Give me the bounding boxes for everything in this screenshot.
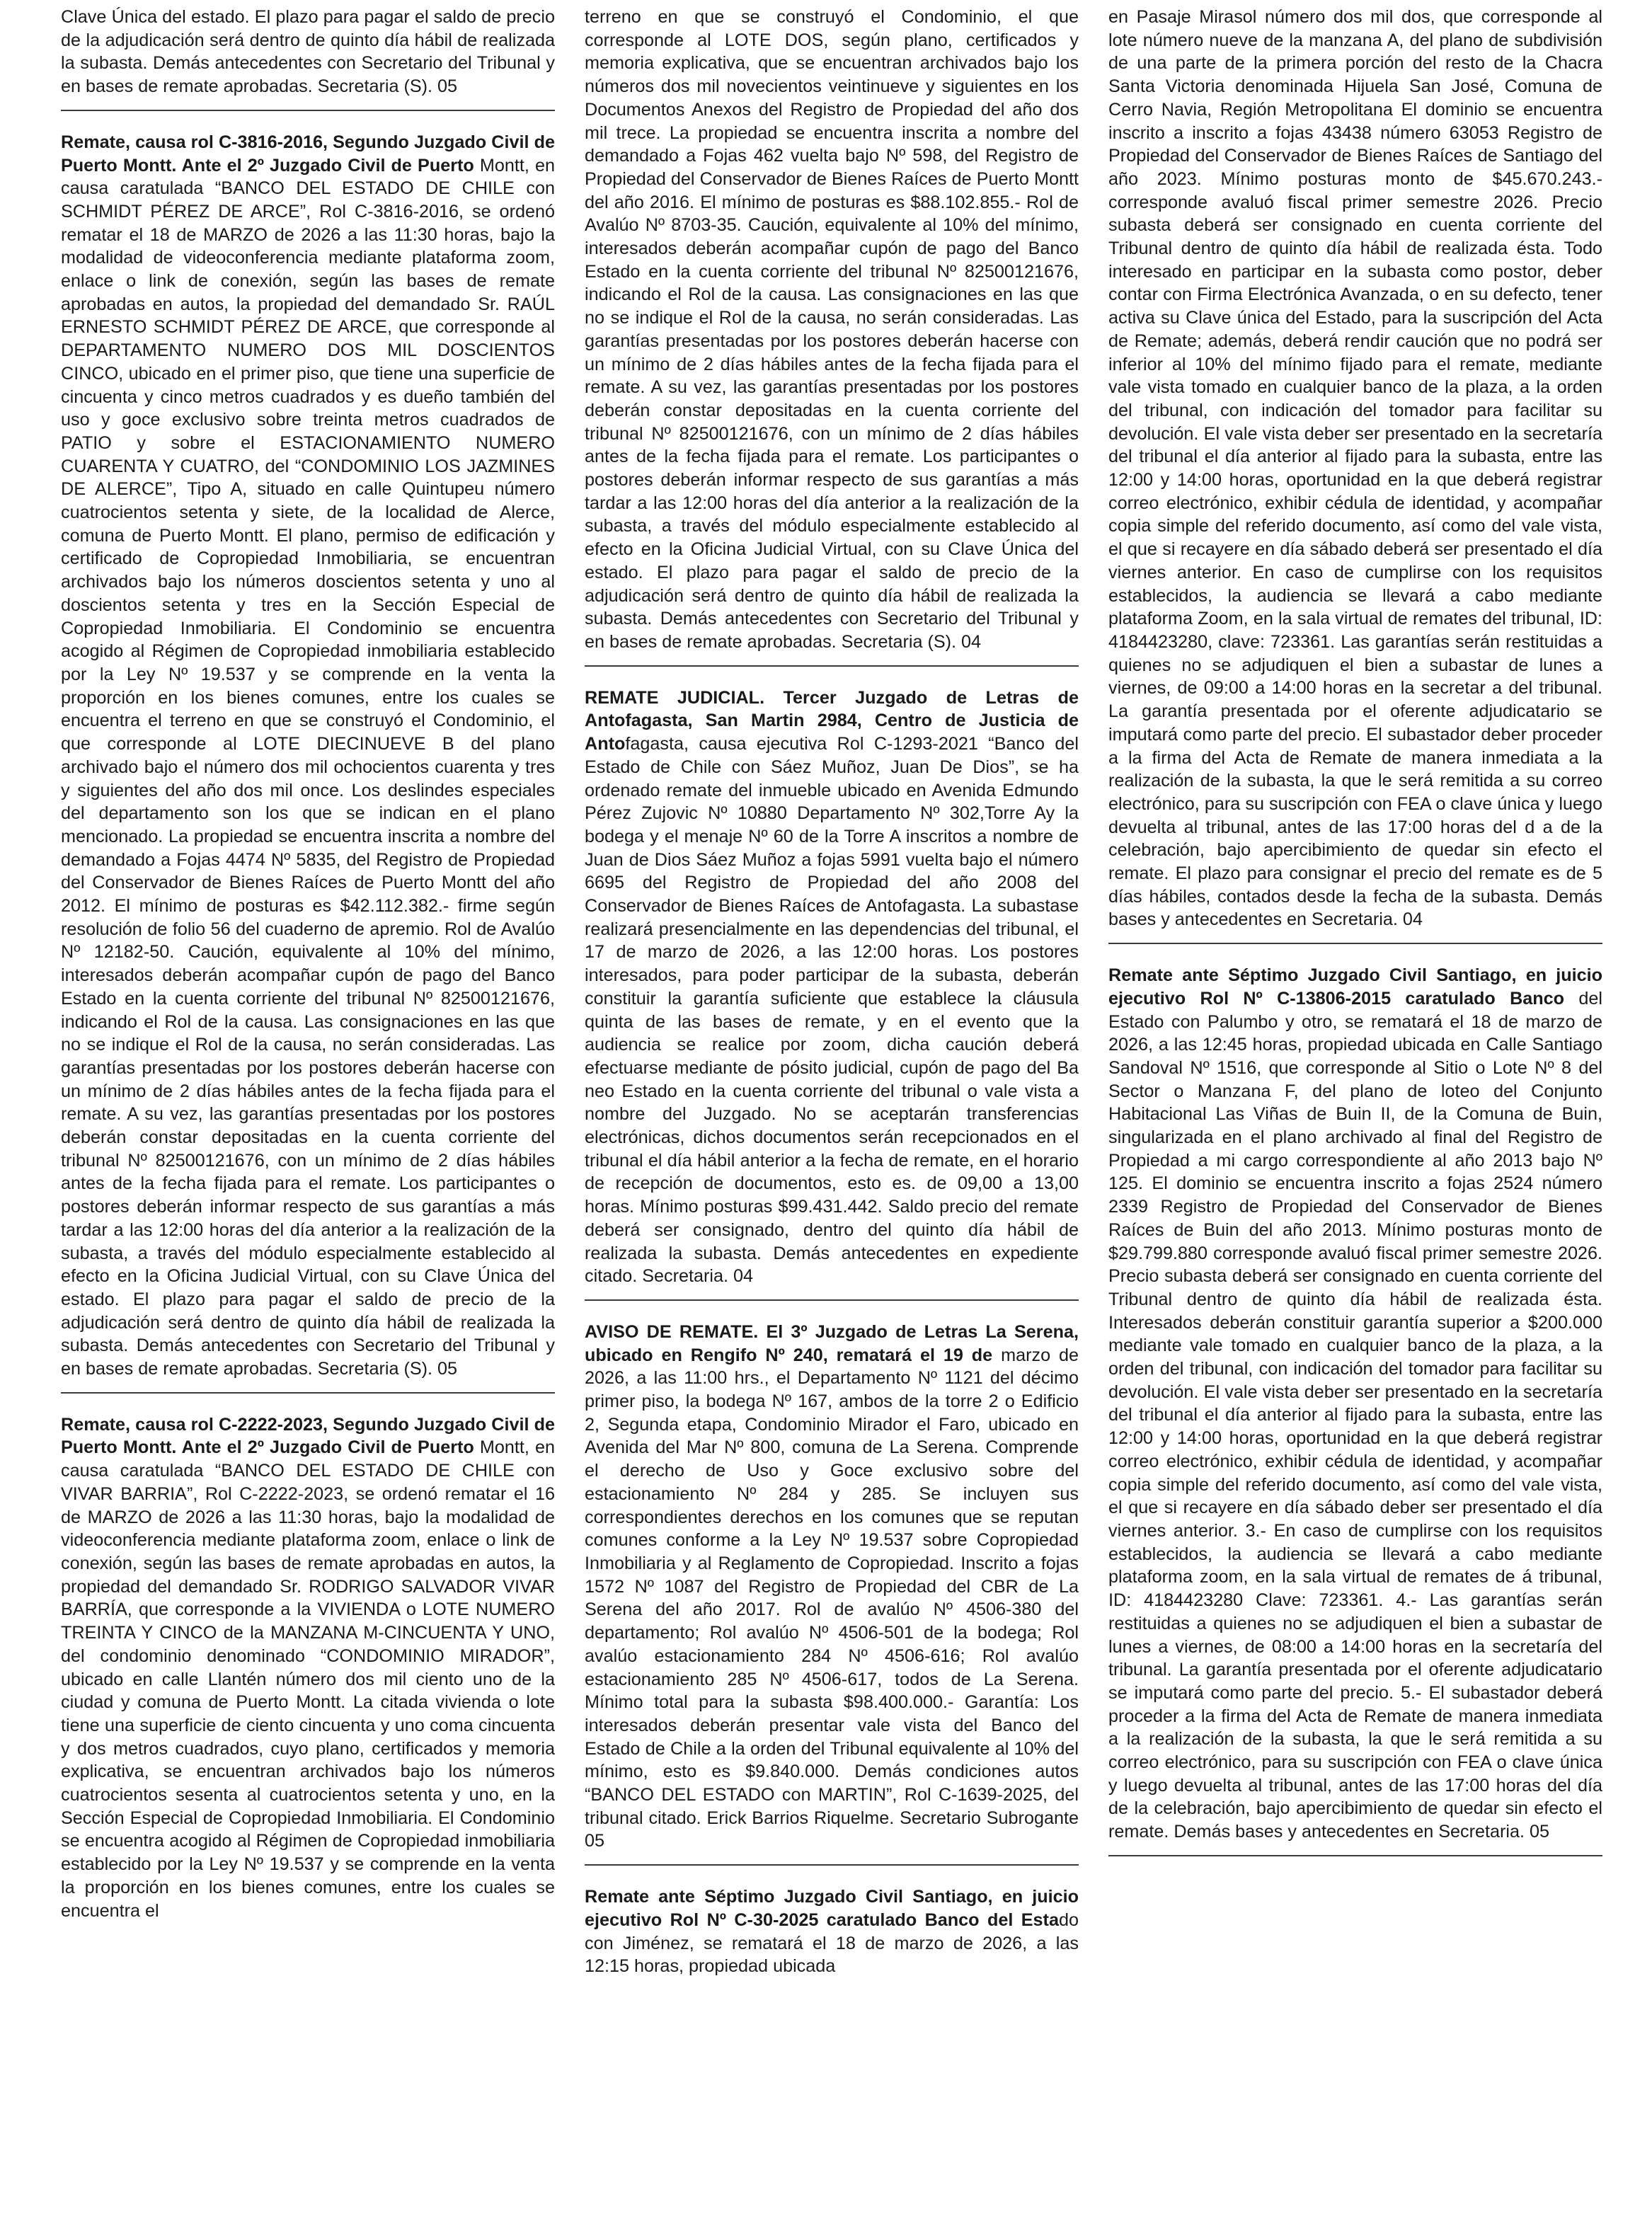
notice-body: fagasta, causa ejecutiva Rol C-1293-2021 “Banco del Estado de Chile con Sáez Muñoz, Juan De Dios”, se ha ordenado remate del inmueble ubicado en Avenida Edmundo Pérez Zujovic Nº 10880 Departamento Nº 302,Torre Ay la bodega y el menaje Nº 60 de la Torre A inscritos a nombre de Juan de Dios Sáez Muñoz a fojas 5991 vuelta bajo el número 6695 del Registro de Propiedad del año 2008 del Conservador de Bienes Raíces de Antofagasta. La subastase realizará presencialmente en las dependencias del tribunal, el 17 de marzo de 2026, a las 12:00 horas. Los postores interesados, para poder participar de la subasta, deberán constituir la garantía suficiente que establece la cláusula quinta de las bases de remate, y en el evento que la audiencia se realice por zoom, dicha caución deberá efectuarse mediante de pósito judicial, cupón de pago del Ba neo Estado en la cuenta corriente del tribunal o vale vista a nombre del Juzgado. No se aceptarán transferencias electrónicas, dichos documentos serán recepcionados en el tribunal el día hábil anterior a la fecha de remate, en el horario de recepción de documentos, esto es. de 09,00 a 13,00 horas. Mínimo posturas $99.431.442. Saldo precio del remate deberá ser consignado, dentro del quinto día hábil de realizada la subasta. Demás antecedentes en expediente citado. Secretaria. 04 xyxy=(585,734,1079,1287)
notice-remate-c13806-2015 xyxy=(1108,955,1602,1851)
notice-remate-c2222-2023 xyxy=(61,1405,555,1929)
notice-heading: AVISO DE REMATE. El 3º Juzgado de Letras La Serena, ubicado en Rengifo Nº 240, rematará el 19 de xyxy=(585,1321,1079,1365)
notice-body: del Estado con Palumbo y otro, se rematará el 18 de marzo de 2026, a las 12:45 horas, propiedad ubicada en Calle Santiago Sandoval Nº 1516, que corresponde al Sitio o Lote Nº 8 del Sector o Manzana F, del plano de loteo del Conjunto Habitacional Las Viñas de Buin II, de la Comuna de Buin, singularizada en el plano archivado al final del Registro de Propiedad a mi cargo correspondiente al año 2013 bajo Nº 125. El dominio se encuentra inscrito a fojas 2524 número 2339 Registro de Propiedad del Conservador de Bienes Raíces de Buin del año 2013. Mínimo posturas monto de $29.799.880 corresponde avaluó fiscal primer semestre 2026. Precio subasta deberá ser consignado en cuenta corriente del Tribunal dentro de quinto día hábil de realizada ésta. Interesados deberán constituir garantía superior a $200.000 mediante vale tomado en cualquier banco de la plaza, a la orden del tribunal, con indicación del tomador para facilitar su devolución. El vale vista deber ser presentado en la secretaría del tribunal el día anterior al fijado para la subasta, entre las 12:00 y 14:00 horas, oportunidad en la que deberá registrar correo electrónico, exhibir cédula de identidad, y acompañar copia simple del referido documento, así como del vale vista, el que si recayere en día sábado deber ser presentado el día viernes anterior. 3.- En caso de cumplirse con los requisitos establecidos, la audiencia se llevará a cabo mediante plataforma zoom, en la sala virtual de remates de á tribunal, ID: 4184423280 Clave: 723361. 4.- Las garantías serán restituidas a quienes no se adjudiquen el bien a subastar de lunes a viernes, de 08:00 a 14:00 horas en la secretaría del tribunal. La garantía presentada por el oferente adjudicatario se imputará como parte del precio. 5.- El subastador deberá proceder a la firma del Acta de Remate de manera inmediata a la realización de la subasta, la que le será remitida a su correo electrónico, para su suscripción con FEA o clave única y luego devuelta al tribunal, antes de las 17:00 horas del día de la celebración, bajo apercibimiento de quedar sin efecto el remate. Demás bases y antecedentes en Secretaria. 05 xyxy=(1108,988,1602,1842)
notice-body: Clave Única del estado. El plazo para pagar el saldo de precio de la adjudicación será dentro de quinto día hábil de realizada la subasta. Demás antecedentes con Secretario del Tribunal y en bases de remate aprobadas. Secretaria (S). 05 xyxy=(61,7,555,97)
notice-remate-judicial-antofagasta xyxy=(585,678,1079,1295)
notice-divider xyxy=(585,665,1079,667)
notice-body: marzo de 2026, a las 11:00 hrs., el Departamento Nº 1121 del décimo primer piso, la bodega Nº 167, ambos de la torre 2 o Edificio 2, Segunda etapa, Condominio Mirador el Faro, ubicado en Avenida del Mar Nº 800, comuna de La Serena. Comprende el derecho de Uso y Goce exclusivo sobre del estacionamiento Nº 284 y 285. Se incluyen sus correspondientes derechos en los comunes que se reputan comunes conforme a la Ley Nº 19.537 sobre Copropiedad Inmobiliaria y al Reglamento de Copropiedad. Inscrito a fojas 1572 Nº 1087 del Registro de Propiedad del CBR de La Serena del año 2017. Rol de avalúo Nº 4506-380 del departamento; Rol avalúo Nº 4506-501 de la bodega; Rol avalúo estacionamiento 284 Nº 4506-616; Rol avalúo estacionamiento 285 Nº 4506-617, todos de La Serena. Mínimo total para la subasta $98.400.000.- Garantía: Los interesados deberán presentar vale vista del Banco del Estado de Chile a la orden del Tribunal equivalente al 10% del mínimo, esto es $9.840.000. Demás condiciones autos “BANCO DEL ESTADO con MARTIN”, Rol C-1639-2025, del tribunal citado. Erick Barrios Riquelme. Secretario Subrogante 05 xyxy=(585,1345,1079,1851)
notice-body: terreno en que se construyó el Condominio, el que corresponde al LOTE DOS, según plano, certificados y memoria explicativa, que se encuentran archivados bajo los números dos mil novecientos veintinueve y siguientes en los Documentos Anexos del Registro de Propiedad del año dos mil trece. La propiedad se encuentra inscrita a nombre del demandado a Fojas 462 vuelta bajo Nº 598, del Registro de Propiedad del Conservador de Bienes Raíces de Puerto Montt del año 2016. El mínimo de posturas es $88.102.855.- Rol de Avalúo Nº 8703-35. Caución, equivalente al 10% del mínimo, interesados deberán acompañar cupón de pago del Banco Estado en la cuenta corriente del tribunal Nº 82500121676, indicando el Rol de la causa. Las consignaciones en las que no se indique el Rol de la causa, no serán consideradas. Las garantías presentadas por los postores deberán hacerse con un mínimo de 2 días hábiles antes de la fecha fijada para el remate. A su vez, las garantías presentadas por los postores deberán constar depositadas en la cuenta corriente del tribunal Nº 82500121676, con un mínimo de 2 días hábiles antes de la fecha fijada para el remate. Los participantes o postores deberán informar respecto de sus garantías a más tardar a las 12:00 horas del día anterior a la realización de la subasta, a través del módulo especialmente establecido al efecto en la Oficina Judicial Virtual, con su Clave Única del estado. El plazo para pagar el saldo de precio de la adjudicación será dentro de quinto día hábil de realizada la subasta. Demás antecedentes con Secretario del Tribunal y en bases de remate aprobadas. Secretaria (S). 04 xyxy=(585,7,1079,652)
notice-heading: Remate, causa rol C-3816-2016, Segundo Juzgado Civil de Puerto Montt. Ante el 2º Juzgado Civil de Puerto xyxy=(61,132,555,176)
notice-continuation xyxy=(1108,6,1602,938)
notice-divider xyxy=(585,1864,1079,1866)
notice-heading: REMATE JUDICIAL. Tercer Juzgado de Letras de Antofagasta, San Martin 2984, Centro de Justicia de Anto xyxy=(585,687,1079,754)
notice-body: Montt, en causa caratulada “BANCO DEL ESTADO DE CHILE con SCHMIDT PÉREZ DE ARCE”, Rol C-3816-2016, se ordenó rematar el 18 de MARZO de 2026 a las 11:30 horas, bajo la modalidad de videoconferencia mediante plataforma zoom, enlace o link de conexión, según las bases de remate aprobadas en autos, la propiedad del demandado Sr. RAÚL ERNESTO SCHMIDT PÉREZ DE ARCE, que corresponde al DEPARTAMENTO NUMERO DOS MIL DOSCIENTOS CINCO, ubicado en el primer piso, que tiene una superficie de cincuenta y cinco metros cuadrados y es dueño también del uso y goce exclusivo sobre treinta metros cuadrados de PATIO y sobre el ESTACIONAMIENTO NUMERO CUARENTA Y CUATRO, del “CONDOMINIO LOS JAZMINES DE ALERCE”, Tipo A, situado en calle Quintupeu número cuatrocientos setenta y siete, de la localidad de Alerce, comuna de Puerto Montt. El plano, permiso de edificación y certificado de Copropiedad Inmobiliaria, se encuentran archivados bajo los números doscientos setenta y uno al doscientos setenta y tres en la Sección Especial de Copropiedad Inmobiliaria. El Condominio se encuentra acogido al Régimen de Copropiedad inmobiliaria establecido por la Ley Nº 19.537 y se comprende en la venta la proporción en los bienes comunes, entre los cuales se encuentra el terreno en que se construyó el Condominio, el que corresponde al LOTE DIECINUEVE B del plano archivado bajo el número dos mil ochocientos cuarenta y tres y siguientes del año dos mil once. Los deslindes especiales del departamento son los que se indican en el plano mencionado. La propiedad se encuentra inscrita a nombre del demandado a Fojas 4474 Nº 5835, del Registro de Propiedad del Conservador de Bienes Raíces de Puerto Montt del año 2012. El mínimo de posturas es $42.112.382.- firme según resolución de folio 56 del cuaderno de apremio. Rol de Avalúo Nº 12182-50. Caución, equivalente al 10% del mínimo, interesados deberán acompañar cupón de pago del Banco Estado en la cuenta corriente del tribunal Nº 82500121676, indicando el Rol de la causa. Las consignaciones en las que no se indique el Rol de la causa, no serán consideradas. Las garantías presentadas por los postores deberán hacerse con un mínimo de 2 días hábiles antes de la fecha fijada para el remate. A su vez, las garantías presentadas por los postores deberán constar depositadas en la cuenta corriente del tribunal Nº 82500121676, con un mínimo de 2 días hábiles antes de la fecha fijada para el remate. Los participantes o postores deberán informar respecto de sus garantías a más tardar a las 12:00 horas del día anterior a la realización de la subasta, a través del módulo especialmente establecido al efecto en la Oficina Judicial Virtual, con su Clave Única del estado. El plazo para pagar el saldo de precio de la adjudicación será dentro de quinto día hábil de realizada la subasta. Demás antecedentes con Secretario del Tribunal y en bases de remate aprobadas. Secretaria (S). 05 xyxy=(61,155,555,1379)
notice-heading: Remate ante Séptimo Juzgado Civil Santiago, en juicio ejecutivo Rol Nº C-30-2025 caratulado Banco del Esta xyxy=(585,1887,1079,1930)
notice-heading: Remate, causa rol C-2222-2023, Segundo Juzgado Civil de Puerto Montt. Ante el 2º Juzgado Civil de Puerto xyxy=(61,1414,555,1458)
notice-divider xyxy=(61,110,555,111)
notice-heading: Remate ante Séptimo Juzgado Civil Santiago, en juicio ejecutivo Rol Nº C-13806-2015 caratulado Banco xyxy=(1108,965,1602,1009)
column-2 xyxy=(585,6,1079,2240)
notice-remate-c3816-2016 xyxy=(61,122,555,1388)
notice-divider xyxy=(1108,1855,1602,1856)
notice-divider xyxy=(585,1299,1079,1301)
column-1 xyxy=(61,6,555,2240)
notice-divider xyxy=(1108,943,1602,944)
notice-body: Montt, en causa caratulada “BANCO DEL ESTADO DE CHILE con VIVAR BARRIA”, Rol C-2222-2023, se ordenó rematar el 16 de MARZO de 2026 a las 11:30 horas, bajo la modalidad de videoconferencia mediante plataforma zoom, enlace o link de conexión, según las bases de remate aprobadas en autos, la propiedad del demandado Sr. RODRIGO SALVADOR VIVAR BARRÍA, que corresponde a la VIVIENDA o LOTE NUMERO TREINTA Y CINCO de la MANZANA M-CINCUENTA Y UNO, del condominio denominado “CONDOMINIO MIRADOR”, ubicado en calle Llantén número dos mil ciento uno de la ciudad y comuna de Puerto Montt. La citada vivienda o lote tiene una superficie de ciento cincuenta y uno coma cincuenta y dos metros cuadrados, cuyo plano, certificados y memoria explicativa, se encuentran archivados bajo los números cuatrocientos sesenta al cuatrocientos setenta y uno, en la Sección Especial de Copropiedad Inmobiliaria. El Condominio se encuentra acogido al Régimen de Copropiedad inmobiliaria establecido por la Ley Nº 19.537 y se comprende en la venta la proporción en los bienes comunes, entre los cuales se encuentra el xyxy=(61,1437,555,1921)
notice-remate-c30-2025 xyxy=(585,1877,1079,1985)
notice-body: do con Jiménez, se rematará el 18 de marzo de 2026, a las 12:15 horas, propiedad ubicada xyxy=(585,1909,1079,1977)
notice-continuation xyxy=(585,6,1079,661)
notice-body: en Pasaje Mirasol número dos mil dos, que corresponde al lote número nueve de la manzana A, del plano de subdivisión de una parte de la primera porción del resto de la Chacra Santa Victoria denominada Hijuela San José, Comuna de Cerro Navia, Región Metropolitana El dominio se encuentra inscrito a inscrito a fojas 43438 número 63053 Registro de Propiedad del Conservador de Bienes Raíces de Santiago del año 2023. Mínimo posturas monto de $45.670.243.- corresponde avaluó fiscal primer semestre 2026. Precio subasta deberá ser consignado en cuenta corriente del Tribunal dentro de quinto día hábil de realizada ésta. Todo interesado en participar en la subasta como postor, deber contar con Firma Electrónica Avanzada, o en su defecto, tener activa su Clave única del Estado, para la suscripción del Acta de Remate; además, deberá rendir caución que no podrá ser inferior al 10% del mínimo fijado para el remate, mediante vale vista tomado en cualquier banco de la plaza, a la orden del tribunal, con indicación del tomador para facilitar su devolución. El vale vista deber ser presentado en la secretaría del tribunal el día anterior al fijado para la subasta, entre las 12:00 y 14:00 horas, oportunidad en la que deberá registrar correo electrónico, exhibir cédula de identidad, y acompañar copia simple del referido documento, así como del vale vista, el que si recayere en día sábado deberá ser presentado el día viernes anterior. En caso de cumplirse con los requisitos establecidos, la audiencia se llevará a cabo mediante plataforma Zoom, en la sala virtual de remates del tribunal, ID: 4184423280, clave: 723361. Las garantías serán restituidas a quienes no se adjudiquen el bien a subastar de lunes a viernes, de 09:00 a 14:00 horas en la secretar a del tribunal. La garantía presentada por el oferente adjudicatario se imputará como parte del precio. El subastador deber proceder a la firma del Acta de Remate de manera inmediata a la realización de la subasta, la que le será remitida a su correo electrónico, para su suscripción con FEA o clave única y luego devuelta al tribunal, antes de las 17:00 horas del d a de la celebración, bajo apercibimiento de quedar sin efecto el remate. El plazo para consignar el precio del remate es de 5 días hábiles, contados desde la fecha de la subasta. Demás bases y antecedentes en Secretaria. 04 xyxy=(1108,7,1602,930)
column-3 xyxy=(1108,6,1602,2240)
notice-divider xyxy=(61,1392,555,1394)
notice-continuation xyxy=(61,6,555,105)
notice-aviso-remate-la-serena xyxy=(585,1312,1079,1860)
